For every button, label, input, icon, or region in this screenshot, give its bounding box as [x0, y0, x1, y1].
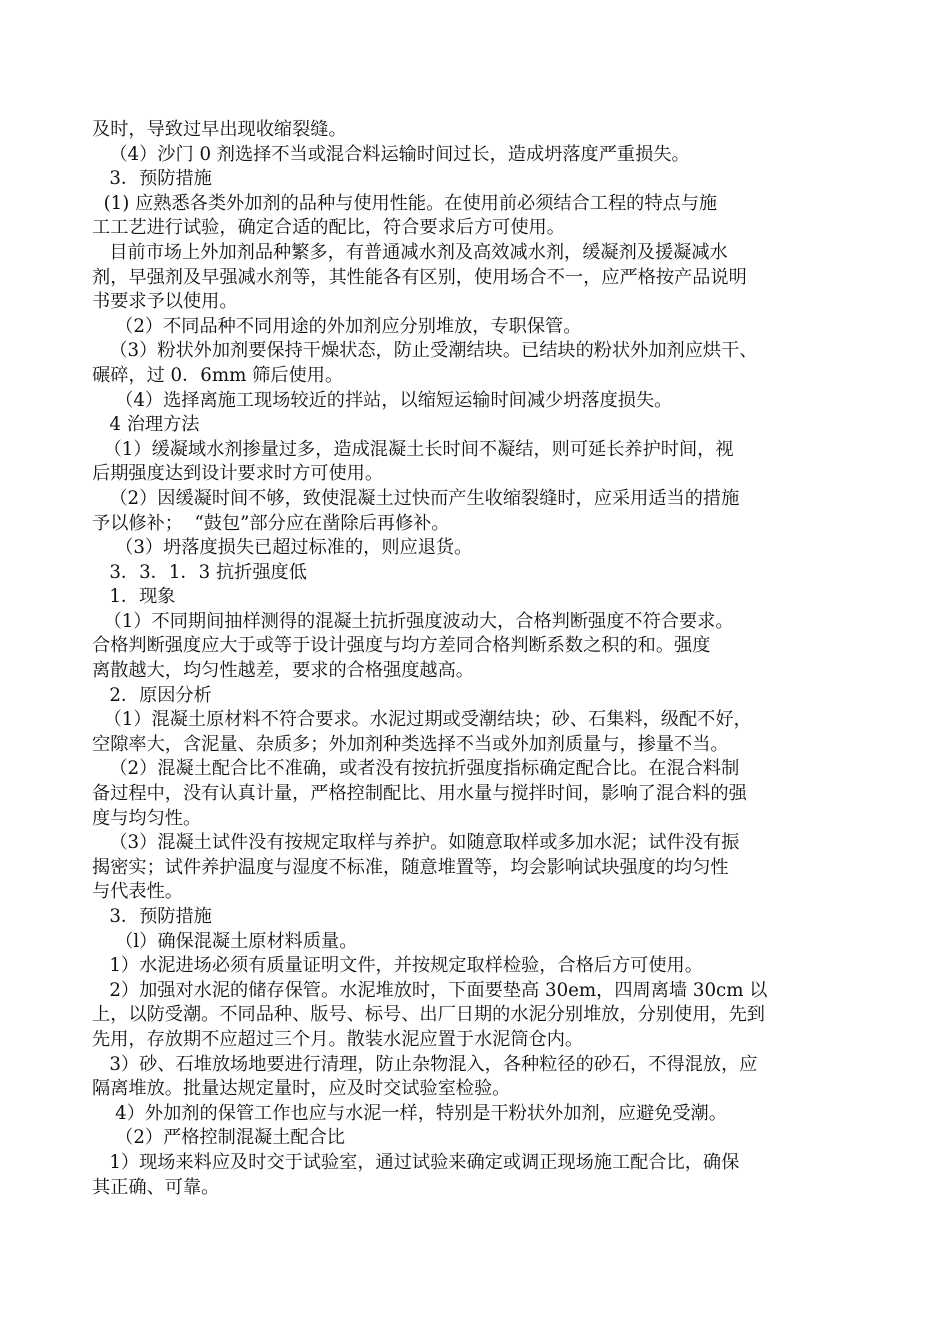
text-line: 予以修补； “鼓包”部分应在凿除后再修补。	[92, 512, 450, 534]
text-line: （l）确保混凝土原材料质量。	[92, 930, 358, 952]
text-line: 3）砂、石堆放场地要进行清理，防止杂物混入，各种粒径的砂石，不得混放，应	[92, 1053, 758, 1075]
text-line: （4）沙门 0 剂选择不当或混合料运输时间过长，造成坍落度严重损失。	[92, 143, 690, 165]
text-line: (1) 应熟悉各类外加剂的品种与使用性能。在使用前必须结合工程的特点与施	[92, 192, 718, 214]
text-line: 3．预防措施	[92, 168, 212, 190]
text-line: 书要求予以使用。	[92, 291, 238, 313]
text-line: 后期强度达到设计要求时方可使用。	[92, 463, 384, 485]
text-line: 剂，早强剂及早强减水剂等，其性能各有区别，使用场合不一，应严格按产品说明	[92, 266, 747, 288]
text-line: （3）混凝土试件没有按规定取样与养护。如随意取样或多加水泥；试件没有振	[92, 832, 740, 854]
text-line: 1）现场来料应及时交于试验室，通过试验来确定或调正现场施工配合比，确保	[92, 1151, 740, 1173]
text-line: 1）水泥进场必须有质量证明文件，并按规定取样检验，合格后方可使用。	[92, 955, 703, 977]
text-line: 目前市场上外加剂品种繁多，有普通减水剂及高效减水剂，缓凝剂及援凝减水	[92, 241, 728, 263]
text-line: （3）粉状外加剂要保持干燥状态，防止受潮结块。已结块的粉状外加剂应烘干、	[92, 340, 758, 362]
text-line: 隔离堆放。批量达规定量时，应及时交试验室检验。	[92, 1078, 511, 1100]
text-line: （2）因缓凝时间不够，致使混凝土过快而产生收缩裂缝时，应采用适当的措施	[92, 487, 740, 509]
document-body	[92, 118, 868, 1200]
text-line: 3．预防措施	[92, 906, 212, 927]
text-line: 4 治理方法	[92, 414, 200, 436]
text-line: 度与均匀性。	[92, 807, 202, 829]
text-line: 其正确、可靠。	[92, 1176, 220, 1198]
text-line: 先用，存放期不应超过三个月。散装水泥应置于水泥筒仓内。	[92, 1028, 584, 1050]
text-line: （1）缓凝域水剂掺量过多，造成混凝土长时间不凝结，则可延长养护时间，视	[92, 438, 734, 460]
text-line: （1）混凝土原材料不符合要求。水泥过期或受潮结块；砂、石集料，级配不好，	[92, 709, 752, 731]
text-line: 碾碎，过 0．6mm 筛后使用。	[92, 364, 344, 386]
text-line: 上，以防受潮。不同品种、版号、标号、出厂日期的水泥分别堆放，分别使用，先到	[92, 1004, 765, 1026]
text-line: （4）选择离施工现场较近的拌站，以缩短运输时间减少坍落度损失。	[92, 389, 673, 411]
text-line: 揭密实；试件养护温度与湿度不标准，随意堆置等，均会影响试块强度的均匀性	[92, 856, 729, 878]
text-line: （1）不同期间抽样测得的混凝土抗折强度波动大，合格判断强度不符合要求。	[92, 610, 734, 632]
text-line: 空隙率大，含泥量、杂质多；外加剂种类选择不当或外加剂质量与，掺量不当。	[92, 733, 729, 755]
text-line: 2．原因分析	[92, 684, 212, 706]
text-line: 离散越大，均匀性越差，要求的合格强度越高。	[92, 660, 474, 682]
text-line: 合格判断强度应大于或等于设计强度与均方差同合格判断系数之积的和。强度	[92, 635, 711, 657]
text-line: （2）混凝土配合比不准确，或者没有按抗折强度指标确定配合比。在混合料制	[92, 758, 740, 780]
text-line: 备过程中，没有认真计量，严格控制配比、用水量与搅拌时间，影响了混合料的强	[92, 783, 747, 805]
text-line: 3．3．1．3 抗折强度低	[92, 561, 307, 583]
text-line: 工工艺进行试验，确定合适的配比，符合要求后方可使用。	[92, 217, 565, 239]
text-line: 及时，导致过早出现收缩裂缝。	[92, 119, 347, 140]
text-line: 1．现象	[92, 586, 176, 608]
text-line: （2）严格控制混凝土配合比	[92, 1127, 345, 1149]
text-line: 4）外加剂的保管工作也应与水泥一样，特别是干粉状外加剂，应避免受潮。	[92, 1102, 727, 1124]
text-line: 2）加强对水泥的储存保管。水泥堆放时，下面要垫高 30em，四周离墙 30cm 以	[92, 979, 768, 1001]
text-line: （3）坍落度损失已超过标准的，则应退货。	[92, 537, 473, 559]
text-line: 与代表性。	[92, 881, 183, 903]
text-line: （2）不同品种不同用途的外加剂应分别堆放，专职保管。	[92, 315, 582, 337]
